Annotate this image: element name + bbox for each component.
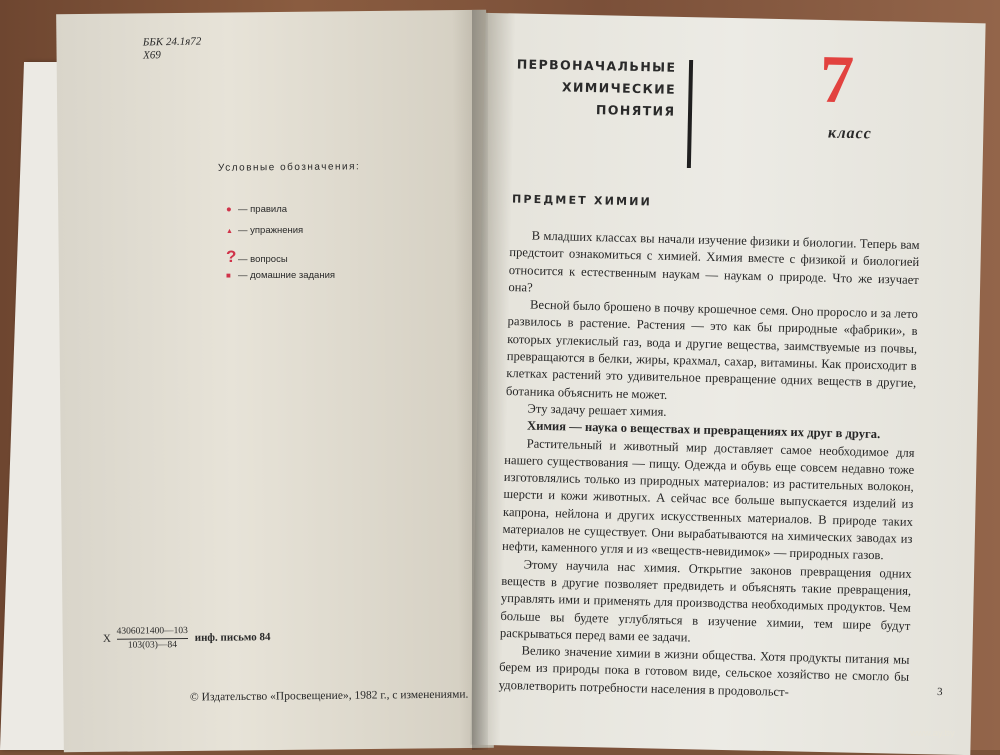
legend-label: — правила: [238, 204, 288, 215]
grade-label: класс: [827, 124, 873, 143]
legend-label: — домашние задания: [238, 270, 336, 281]
legend-item-questions: [226, 247, 288, 267]
definition-paragraph: Химия — наука о веществах и превращениях их друг в друга.: [526, 418, 881, 442]
pubcode-prefix: Х: [102, 632, 112, 645]
paragraph: Весной было брошено в почву крошечное семя. Оно проросло и за лето развилось в растение. Растения — это как бы природные «фабрики», в которых углекислый газ, вода и другие вещества, заимствуемые из почвы, превращаются в белки, жиры, крахмал, сахар, витамины. Как происходит в клетках растений это удивительное превращение одних веществ в другие, ботаника объяснить не может.: [505, 297, 919, 402]
bbk-code: [143, 35, 202, 62]
paragraph: Эту задачу решает химия.: [527, 401, 667, 419]
chapter-title-line: ПОНЯТИЯ: [595, 102, 676, 119]
body-text: [499, 225, 920, 704]
pubcode-denominator: 103(03)—84: [127, 640, 177, 651]
chapter-title-line: ХИМИЧЕСКИЕ: [561, 79, 677, 97]
bbk-line: ББК 24.1я72: [142, 35, 202, 49]
square-icon: ■: [226, 271, 231, 280]
chapter-title-line: ПЕРВОНАЧАЛЬНЫЕ: [516, 56, 677, 75]
paragraph: В младших классах вы начали изучение физики и биологии. Теперь вам предстоит ознакомиться с химией. Химия вместе с физикой и биологией относится к естественным наукам — наукам о природе. Что же изучает она?: [508, 228, 920, 295]
bbk-line: Х69: [143, 49, 161, 62]
paragraph: Растительный и животный мир доставляет самое необходимое для нашего существования — пищу. Одежда и обувь еще совсем недавно тоже изготовлялись только из природных материалов: из растительных волокон, шерсти и кожи животных. А сейчас все больше выпускается изделий из капрона, нейлона и других искусственных материалов. В природе таких материалов не существует. Они вырабатываются на химических заводах из нефти, каменного угля и из «веществ-невидимок» — природных газов.: [501, 436, 915, 563]
copyright-line: © Издательство «Просвещение», 1982 г., с изменениями.: [189, 688, 469, 704]
section-title: ПРЕДМЕТ ХИМИИ: [511, 192, 653, 209]
legend-label: — упражнения: [238, 225, 304, 236]
site-watermark: www.ay.by: [910, 728, 955, 739]
pubcode-numerator: 4306021400—103: [117, 625, 188, 640]
legend-item-exercises: [226, 225, 303, 236]
paragraph: Этому научила нас химия. Открытие законов превращения одних веществ в другие позволяет предвидеть и объяснять такие превращения, управлять ими и применять для производства необходимых продуктов. Чем больше вы будете углубляться в изучение химии, тем шире будут раскрываться перед вами ее задачи.: [499, 557, 912, 645]
paragraph: Велико значение химии в жизни общества. Хотя продукты питания мы берем из природы пока в готовом виде, сельское хозяйство не смогло бы удовлетворить потребности населения в продовольст-: [498, 643, 910, 699]
grade-number: 7: [819, 40, 855, 118]
pubcode-suffix: инф. письмо 84: [194, 631, 271, 644]
legend-item-rules: [226, 204, 287, 215]
triangle-icon: ▲: [226, 228, 233, 235]
legend-title: Условные обозначения:: [217, 161, 361, 174]
pubcode-fraction: [117, 625, 189, 653]
question-mark-icon: ?: [226, 247, 237, 266]
publication-code: [103, 624, 271, 653]
page-number: 3: [936, 685, 943, 699]
legend-label: — вопросы: [238, 254, 288, 265]
legend-item-homework: [226, 270, 335, 281]
book-gutter: [472, 10, 488, 750]
chapter-title: [505, 53, 676, 123]
dot-icon: ●: [226, 204, 232, 215]
